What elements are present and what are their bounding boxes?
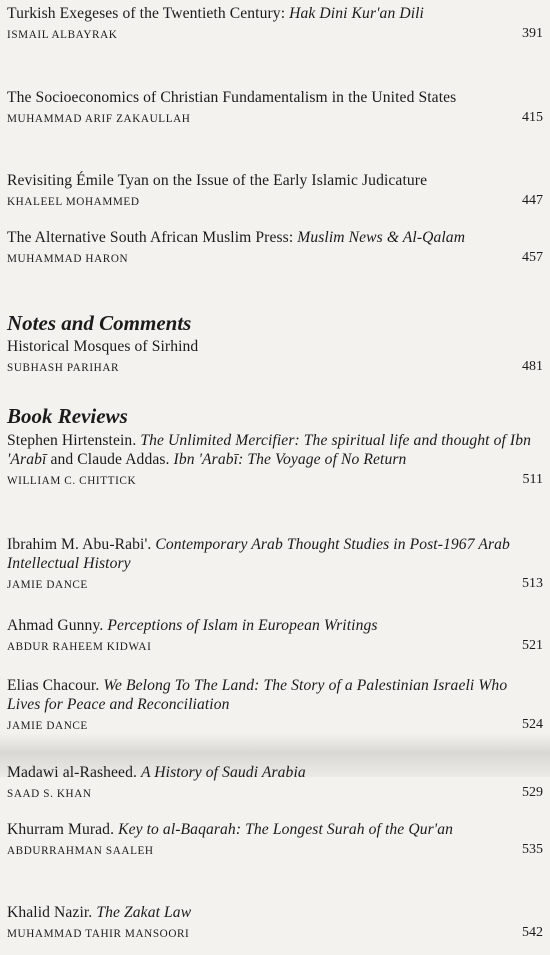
section-heading-reviews: Book Reviews [7, 404, 128, 428]
entry-page-number: 524 [522, 717, 543, 732]
toc-entry[interactable] [7, 88, 543, 126]
entry-title: Ibrahim M. Abu-Rabi'. Contemporary Arab Thought Studies in Post-1967 Arab Intellectual History [7, 536, 510, 572]
entry-page-number: 447 [522, 193, 543, 208]
entry-page-number: 542 [522, 925, 543, 940]
toc-entry[interactable] [7, 337, 543, 375]
toc-entry[interactable] [7, 171, 543, 209]
entry-author: ABDURRAHMAN SAALEH [7, 845, 154, 857]
entry-author: SUBHASH PARIHAR [7, 362, 120, 374]
entry-page-number: 529 [522, 785, 543, 800]
entry-title: Turkish Exegeses of the Twentieth Century: Hak Dini Kur'an Dili [7, 5, 424, 22]
entry-author: ABDUR RAHEEM KIDWAI [7, 641, 152, 653]
entry-author: ISMAIL ALBAYRAK [7, 29, 118, 41]
entry-page-number: 415 [522, 110, 543, 125]
entry-page-number: 481 [522, 359, 543, 374]
entry-title: The Alternative South African Muslim Press: Muslim News & Al-Qalam [7, 229, 466, 246]
entry-author: MUHAMMAD HARON [7, 253, 129, 265]
entry-page-number: 535 [522, 842, 543, 857]
entry-title: Historical Mosques of Sirhind [7, 338, 199, 355]
entry-page-number: 521 [522, 638, 543, 653]
toc-entry[interactable] [7, 676, 543, 733]
entry-title: Ahmad Gunny. Perceptions of Islam in European Writings [7, 617, 378, 634]
toc-entry[interactable] [7, 535, 543, 592]
entry-author: JAMIE DANCE [7, 720, 88, 732]
toc-entry[interactable] [7, 903, 543, 941]
entry-author: MUHAMMAD TAHIR MANSOORI [7, 928, 190, 940]
entry-author: WILLIAM C. CHITTICK [7, 475, 137, 487]
toc-entry[interactable] [7, 616, 543, 654]
entry-author: MUHAMMAD ARIF ZAKAULLAH [7, 113, 191, 125]
entry-title: Khalid Nazir. The Zakat Law [7, 904, 192, 921]
toc-entry[interactable] [7, 228, 543, 266]
toc-entry[interactable] [7, 431, 543, 488]
toc-entry[interactable] [7, 763, 543, 801]
entry-author: JAMIE DANCE [7, 579, 88, 591]
entry-title: Elias Chacour. We Belong To The Land: The Story of a Palestinian Israeli Who Lives for Peace and Reconciliation [7, 677, 508, 713]
entry-page-number: 457 [522, 250, 543, 265]
section-heading-notes: Notes and Comments [7, 311, 192, 335]
toc-entry[interactable] [7, 4, 543, 42]
entry-author: KHALEEL MOHAMMED [7, 196, 140, 208]
entry-title: Stephen Hirtenstein. The Unlimited Mercifier: The spiritual life and thought of Ibn 'Arabī and Claude Addas. Ibn 'Arabī: The Voyage of No Return [7, 432, 531, 468]
toc-entry[interactable] [7, 820, 543, 858]
entry-page-number: 511 [522, 472, 543, 487]
entry-title: Revisiting Émile Tyan on the Issue of the Early Islamic Judicature [7, 172, 428, 189]
entry-title: Madawi al-Rasheed. A History of Saudi Arabia [7, 764, 306, 781]
entry-title: The Socioeconomics of Christian Fundamentalism in the United States [7, 89, 457, 106]
entry-author: SAAD S. KHAN [7, 788, 92, 800]
entry-page-number: 391 [522, 26, 543, 41]
entry-page-number: 513 [522, 576, 543, 591]
entry-title: Khurram Murad. Key to al-Baqarah: The Longest Surah of the Qur'an [7, 821, 453, 838]
